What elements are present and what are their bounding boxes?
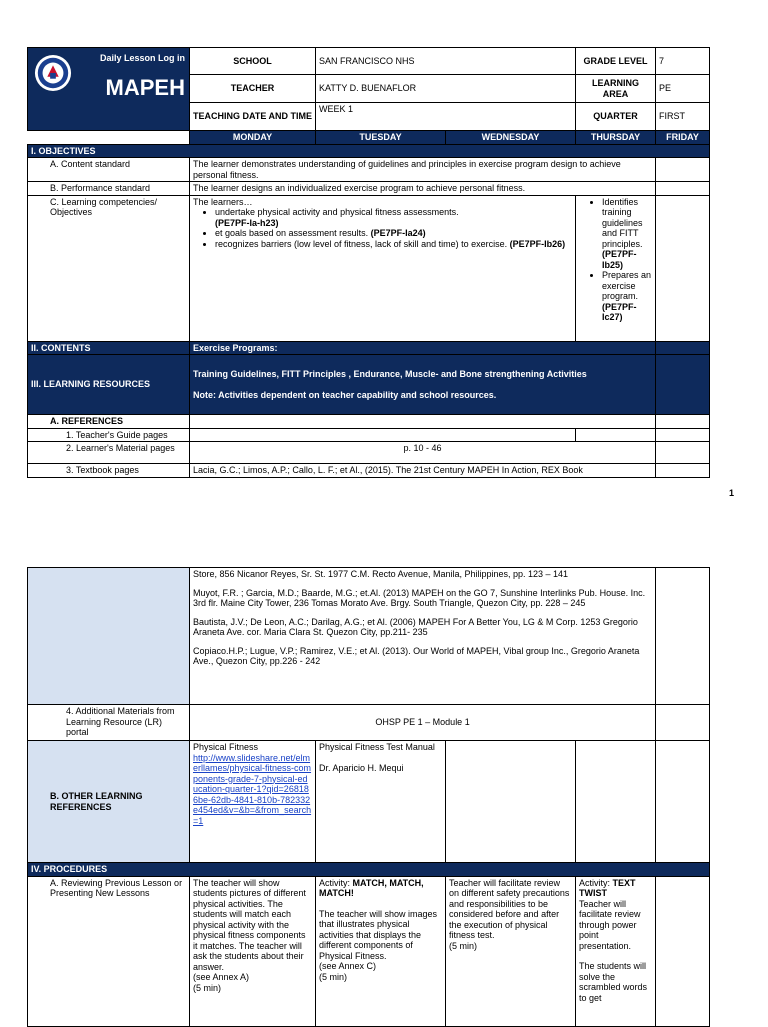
review-label: A. Reviewing Previous Lesson or Presenting New Lessons [28,876,190,1026]
competency-item: • Prepares an exercise program. (PE7PF-Ic27) [602,270,652,323]
resources-section: III. LEARNING RESOURCES [28,355,190,415]
competency-item: • recognizes barriers (low level of fitness, lack of skill and time) to exercise. (PE7PF-Ib26) [215,239,572,250]
thursday-activity-title: TEXT TWIST [579,877,636,898]
area-label: LEARNING AREA [576,75,656,103]
learners-intro: The learners… [193,196,253,207]
competency-list [193,207,572,249]
other-references-monday [190,741,316,863]
additional-materials-label: 4. Additional Materials from Learning Resource (LR) portal [28,705,190,741]
dll-header-block [28,48,190,131]
thursday-activity-body: Teacher will facilitate review through power point presentation. [579,898,641,951]
review-thursday: Activity: TEXT TWIST Teacher will facilitate review through power point presentation. The students will solve the scrambled words to get [576,876,656,1026]
resources-cell [190,355,656,415]
tuesday-activity-title: MATCH, MATCH, MATCH! [319,877,424,898]
competency-item: • undertake physical activity and physical fitness assessments. (PE7PF-Ia-h23) [215,207,572,228]
teacher-value: KATTY D. BUENAFLOR [316,75,576,103]
day-monday: MONDAY [190,131,316,145]
textbook-continued-cell [190,568,656,705]
tuesday-activity-body: The teacher will show images that illustrates physical activities that displays the different components of Physical Fitness. (see Annex C) (5 min) [319,908,438,982]
competency-label: C. Learning competencies/ Objectives [28,195,190,341]
teacher-label: TEACHER [190,75,316,103]
school-value: SAN FRANCISCO NHS [316,48,576,75]
teachers-guide-label: 1. Teacher's Guide pages [28,428,190,442]
other-references-tuesday [316,741,446,863]
reference-entry: Bautista, J.V.; De Leon, A.C.; Darilag, A.G.; et Al. (2006) MAPEH For A Better You, LG & M Corp. 1253 Gregorio Araneta Ave. cor. Maria Clara St. Quezon City, pp.211- 235 [193,616,638,637]
slideshare-link[interactable]: http://www.slideshare.net/elmerllames/physical-fitness-components-grade-7-physical-education-quarter-1?qid=268186be-62db-4841-810b-782332e454ed&v=&b=&from_search=1 [193,752,312,826]
reference-entry: Store, 856 Nicanor Reyes, Sr. St. 1977 C.M. Recto Avenue, Manila, Philippines, pp. 123 – 141 [193,569,569,579]
dll-title: Daily Lesson Log in [99,53,185,63]
review-wednesday: Teacher will facilitate review on different safety precautions and responsibilities to be considered before and after the execution of physical fitness test. (5 min) [446,876,576,1026]
grade-value: 7 [656,48,710,75]
other-monday-title: Physical Fitness [193,742,259,752]
subject-title: MAPEH [105,75,185,100]
reference-entry: Copiaco.H.P.; Lugue, V.P.; Ramirez, V.E.; et Al. (2013). Our World of MAPEH, Vibal group Inc., Gregorio Araneta Ave., Quezon City, pp.226 - 242 [193,645,640,666]
thursday-competency-list [576,197,652,323]
textbook-continued-label [28,568,190,705]
other-references-label: B. OTHER LEARNING REFERENCES [28,741,190,863]
blank-corner [28,131,190,145]
lesson-log-table-page1 [27,47,710,478]
additional-materials-value: OHSP PE 1 – Module 1 [190,705,656,741]
other-tuesday-title: Physical Fitness Test Manual [319,742,435,752]
resources-note: Note: Activities dependent on teacher capability and school resources. [193,389,497,400]
date-value: WEEK 1 [316,103,576,131]
performance-standard-label: B. Performance standard [28,182,190,196]
quarter-label: QUARTER [576,103,656,131]
lesson-log-table-page2 [27,567,710,1027]
resources-value: Training Guidelines, FITT Principles , Endurance, Muscle- and Bone strengthening Activities [193,369,587,379]
procedures-section: IV. PROCEDURES [28,863,710,877]
contents-value: Exercise Programs: [190,341,656,355]
day-thursday: THURSDAY [576,131,656,145]
review-tuesday: Activity: MATCH, MATCH, MATCH! The teacher will show images that illustrates physical activities that displays the different components of Physical Fitness. (see Annex C) (5 min) [316,876,446,1026]
contents-section: II. CONTENTS [28,341,190,355]
day-wednesday: WEDNESDAY [446,131,576,145]
day-tuesday: TUESDAY [316,131,446,145]
reference-entry: Muyot, F.R. ; Garcia, M.D.; Baarde, M.G.; et.Al. (2013) MAPEH on the GO 7, Sunshine Interlinks Pub. House. Inc. 3rd flr. Maine City Tower, 236 Tomas Morato Ave. Brgy. South Triangle, Quezon City, pp. 228 – 245 [193,587,646,608]
competency-item: • et goals based on assessment results. (PE7PF-Ia24) [215,228,572,239]
quarter-value: FIRST [656,103,710,131]
area-value: PE [656,75,710,103]
objectives-section: I. OBJECTIVES [28,144,710,158]
date-label: TEACHING DATE AND TIME [190,103,316,131]
deped-seal-icon [34,54,72,92]
day-friday: FRIDAY [656,131,710,145]
review-monday: The teacher will show students pictures of different physical activities. The students will match each physical activity with the physical fitness components it matches. The teacher will ask the students about their answer. (see Annex A) (5 min) [190,876,316,1026]
textbook-label: 3. Textbook pages [28,464,190,478]
competency-item: • Identifies training guidelines and FITT principles. (PE7PF-Ib25) [602,197,652,271]
content-standard-label: A. Content standard [28,158,190,182]
learners-material-value: p. 10 - 46 [190,442,656,464]
grade-label: GRADE LEVEL [576,48,656,75]
textbook-value: Lacia, G.C.; Limos, A.P.; Callo, L. F.; et Al., (2015). The 21st Century MAPEH In Action, REX Book [190,464,656,478]
thursday-activity-body2: The students will solve the scrambled words to get [579,961,648,1003]
thursday-competency-cell [576,195,656,341]
performance-standard-text: The learner designs an individualized exercise program to achieve personal fitness. [190,182,656,196]
learners-material-label: 2. Learner's Material pages [28,442,190,464]
content-standard-text: The learner demonstrates understanding of guidelines and principles in exercise program design to achieve personal fitness. [190,158,656,182]
school-label: SCHOOL [190,48,316,75]
other-tuesday-author: Dr. Aparicio H. Mequi [319,762,404,773]
page-number: 1 [729,488,735,498]
competency-cell [190,195,576,341]
references-label: A. REFERENCES [28,415,190,429]
